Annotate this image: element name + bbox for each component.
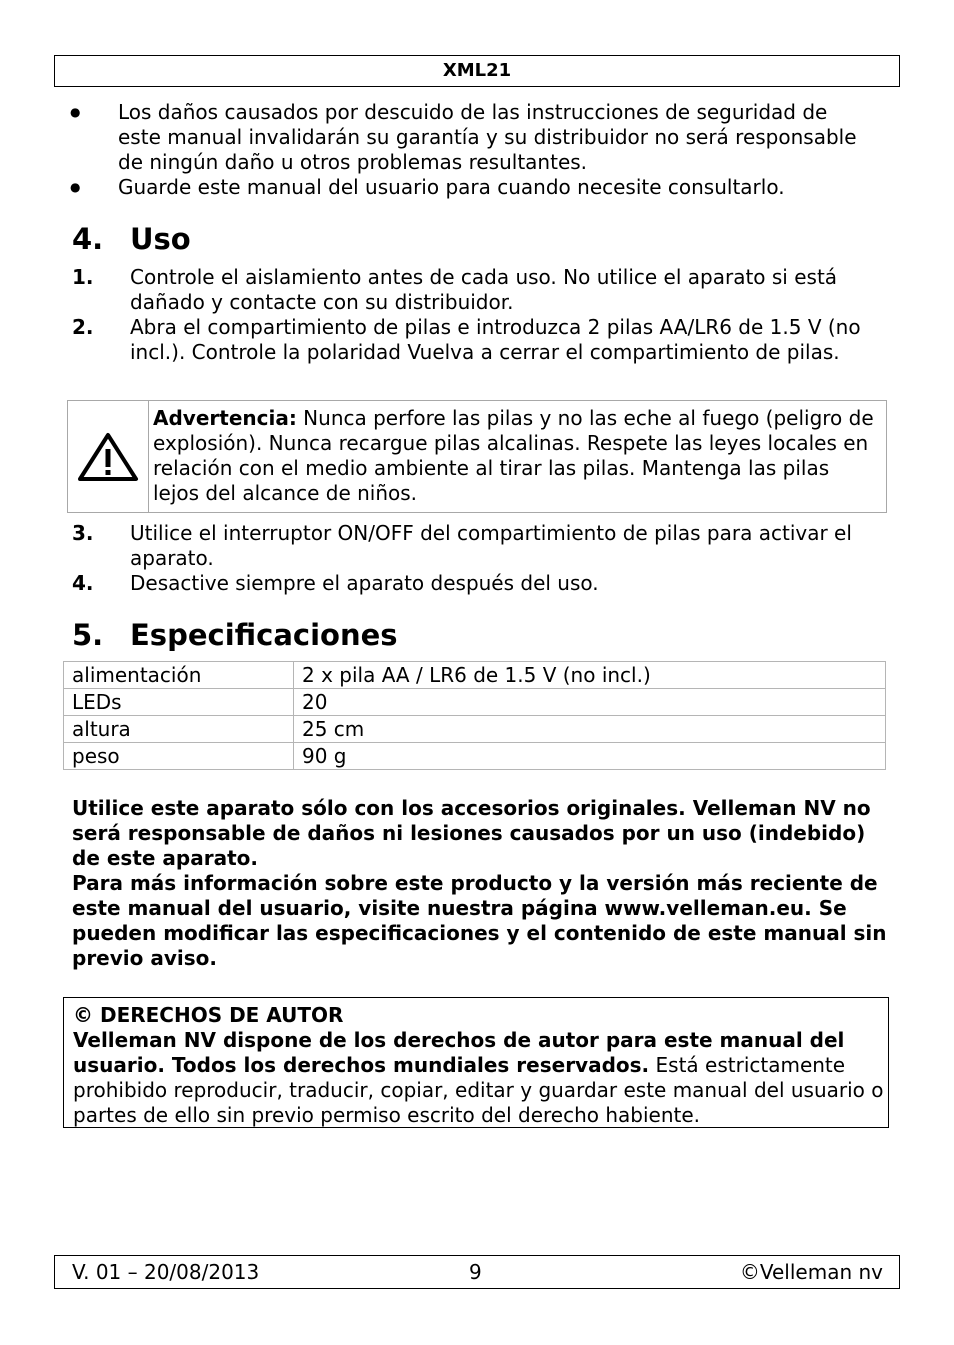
- warning-label: Advertencia:: [153, 406, 297, 430]
- copyright-text: Está estrictamente prohibido reproducir, traducir, copiar, editar y guardar este manual del usuario o partes de ello sin previo permiso escrito del derecho habiente.: [73, 1053, 884, 1127]
- page-header: [54, 55, 900, 87]
- table-row: peso 90 g: [64, 743, 886, 770]
- notice-block: [72, 796, 892, 971]
- copyright-title: © DERECHOS DE AUTOR: [73, 1003, 344, 1027]
- table-row: alimentación 2 x pila AA / LR6 de 1.5 V (no incl.): [64, 662, 886, 689]
- bullet-icon: ●: [70, 105, 81, 119]
- copyright-bold: Velleman NV dispone de los derechos de autor para este manual del usuario. Todos los derechos mundiales reservados.: [73, 1028, 845, 1077]
- footer-page-number: 9: [469, 1260, 482, 1284]
- list-item: 2. Abra el compartimiento de pilas e introduzca 2 pilas AA/LR6 de 1.5 V (no incl.). Controle la polaridad Vuelva a cerrar el compartimiento de pilas.: [72, 315, 861, 364]
- table-row: altura 25 cm: [64, 716, 886, 743]
- list-item: 1. Controle el aislamiento antes de cada uso. No utilice el aparato si está dañado y contacte con su distribuidor.: [72, 265, 838, 314]
- notice-paragraph-2: Para más información sobre este producto y la versión más reciente de este manual del usuario, visite nuestra página www.velleman.eu. Se pueden modificar las especificaciones y el contenido de este manual sin previo aviso.: [72, 871, 887, 970]
- copyright-box: [63, 997, 889, 1128]
- footer-company: ©Velleman nv: [739, 1260, 883, 1284]
- table-row: LEDs 20: [64, 689, 886, 716]
- section-heading-especificaciones: 5. Especificaciones: [72, 618, 398, 652]
- list-item: ● Los daños causados por descuido de las instrucciones de seguridad de este manual invalidarán su garantía y su distribuidor no será responsable de ningún daño u otros problemas resultantes.: [70, 100, 857, 174]
- footer-version: V. 01 – 20/08/2013: [72, 1260, 260, 1284]
- safety-bullets: [70, 100, 870, 200]
- bullet-icon: ●: [70, 180, 81, 194]
- warning-triangle-icon: [77, 432, 139, 482]
- list-item: 4. Desactive siempre el aparato después del uso.: [72, 571, 599, 595]
- warning-text: Nunca perfore las pilas y no las eche al fuego (peligro de explosión). Nunca recargue pilas alcalinas. Respete las leyes locales en relación con el medio ambiente al tirar las pilas. Mantenga las pilas lejos del alcance de niños.: [153, 406, 874, 505]
- spec-table: [63, 661, 886, 770]
- notice-paragraph-1: Utilice este aparato sólo con los accesorios originales. Velleman NV no será responsable de daños ni lesiones causados por un uso (indebido) de este aparato.: [72, 796, 871, 870]
- warning-box: [67, 400, 887, 513]
- header-title: XML21: [442, 60, 512, 81]
- steps-list-continued: [72, 521, 872, 596]
- steps-list: [72, 265, 872, 365]
- list-item: 3. Utilice el interruptor ON/OFF del compartimiento de pilas para activar el aparato.: [72, 521, 852, 570]
- section-heading-uso: 4. Uso: [72, 222, 191, 256]
- page-footer: [54, 1255, 900, 1289]
- list-item: ● Guarde este manual del usuario para cuando necesite consultarlo.: [70, 175, 785, 199]
